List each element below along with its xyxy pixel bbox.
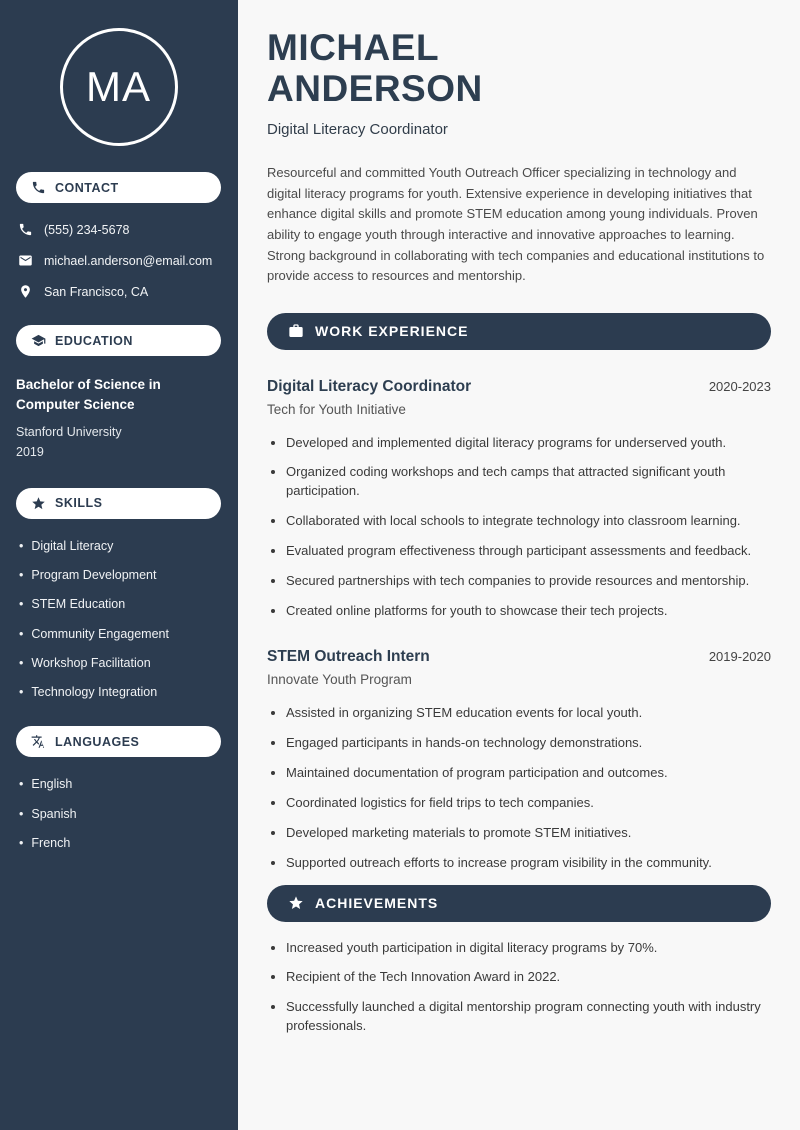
work-experience-section-header xyxy=(267,313,771,350)
language-label: • French xyxy=(31,835,71,850)
list-item xyxy=(19,684,221,700)
list-item xyxy=(19,626,221,642)
skills-list xyxy=(16,538,221,701)
work-experience-section-title: WORK EXPERIENCE xyxy=(315,323,469,340)
job-bullet: • Engaged participants in hands-on technology demonstrations. xyxy=(286,734,771,753)
job-bullet: • Coordinated logistics for field trips to tech companies. xyxy=(286,794,771,813)
education-year: 2019 xyxy=(16,444,44,459)
contact-section-title: CONTACT xyxy=(55,180,119,195)
skill-label: • Digital Literacy xyxy=(31,538,114,553)
main-content xyxy=(238,0,800,1130)
job-header xyxy=(267,378,771,396)
job-bullet: • Organized coding workshops and tech camps that attracted significant youth participation. xyxy=(286,463,771,501)
briefcase-icon xyxy=(288,323,304,339)
education-section-title: EDUCATION xyxy=(55,333,133,348)
achievement-bullet: • Successfully launched a digital mentorship program connecting youth with industry professionals. xyxy=(286,998,771,1036)
contact-location-text: San Francisco, CA xyxy=(44,284,149,299)
job-bullet: • Created online platforms for youth to showcase their tech projects. xyxy=(286,602,771,621)
achievement-bullet: • Recipient of the Tech Innovation Award in 2022. xyxy=(286,968,771,987)
list-item xyxy=(19,567,221,583)
achievements-section-title: ACHIEVEMENTS xyxy=(315,895,439,912)
job-bullet: • Supported outreach efforts to increase program visibility in the community. xyxy=(286,854,771,873)
list-item xyxy=(19,538,221,554)
skill-label: • Community Engagement xyxy=(31,626,169,641)
job-bullet-list xyxy=(267,704,771,872)
languages-list xyxy=(16,776,221,851)
list-item xyxy=(19,596,221,612)
job-company: Tech for Youth Initiative xyxy=(267,401,406,417)
language-label: • Spanish xyxy=(31,806,77,821)
languages-section-header xyxy=(16,726,221,757)
achievements-bullet-list xyxy=(267,939,771,1036)
avatar-wrap xyxy=(16,28,221,146)
job-bullet: • Maintained documentation of program participation and outcomes. xyxy=(286,764,771,783)
contact-email xyxy=(16,253,221,268)
skill-label: • STEM Education xyxy=(31,597,126,612)
job-dates: 2019-2020 xyxy=(708,649,771,665)
contact-phone-text: (555) 234-5678 xyxy=(44,222,130,237)
sidebar xyxy=(0,0,238,1130)
job-dates: 2020-2023 xyxy=(708,378,771,394)
list-item xyxy=(19,835,221,851)
contact-location xyxy=(16,284,221,299)
contact-phone xyxy=(16,222,221,237)
education-school: Stanford University xyxy=(16,425,122,440)
job-bullet: • Evaluated program effectiveness through participant assessments and feedback. xyxy=(286,542,771,561)
page-title xyxy=(267,28,771,109)
star-icon xyxy=(288,895,304,911)
job-bullet: • Assisted in organizing STEM education events for local youth. xyxy=(286,704,771,723)
job-bullet-list xyxy=(267,434,771,621)
skills-section-header xyxy=(16,488,221,519)
achievements-section-header xyxy=(267,885,771,922)
education-section-header xyxy=(16,325,221,356)
avatar xyxy=(60,28,178,146)
list-item xyxy=(19,655,221,671)
phone-icon xyxy=(18,222,33,237)
job-role: Digital Literacy Coordinator xyxy=(267,377,472,395)
skill-label: • Technology Integration xyxy=(31,685,158,700)
contact-section-header xyxy=(16,172,221,203)
job-bullet: • Secured partnerships with tech companies to provide resources and mentorship. xyxy=(286,572,771,591)
list-item xyxy=(19,776,221,792)
achievement-bullet: • Increased youth participation in digital literacy programs by 70%. xyxy=(286,939,771,958)
language-label: • English xyxy=(31,777,73,792)
languages-section-title: LANGUAGES xyxy=(55,734,140,749)
job-role: STEM Outreach Intern xyxy=(267,648,430,666)
job-bullet: • Collaborated with local schools to integrate technology into classroom learning. xyxy=(286,512,771,531)
location-pin-icon xyxy=(18,284,33,299)
translate-icon xyxy=(31,734,46,749)
graduation-cap-icon xyxy=(31,333,46,348)
job-bullet: • Developed and implemented digital literacy programs for underserved youth. xyxy=(286,434,771,453)
skill-label: • Workshop Facilitation xyxy=(31,655,151,670)
star-icon xyxy=(31,496,46,511)
phone-icon xyxy=(31,180,46,195)
name-line-1: MICHAEL xyxy=(267,27,440,68)
contact-email-text: michael.anderson@email.com xyxy=(44,253,213,268)
skill-label: • Program Development xyxy=(31,568,157,583)
job-header xyxy=(267,648,771,666)
summary-paragraph: Resourceful and committed Youth Outreach Officer specializing in technology and digital literacy programs for youth. Extensive experience in developing initiatives that enhance digital skills and promote STEM education among young individuals. Proven ability to engage youth through interactive and innovative approaches to learning. Strong background in collaborating with tech companies and educational institutions to provide access to resources and mentorship. xyxy=(267,165,765,284)
skills-section-title: SKILLS xyxy=(55,496,103,511)
mail-icon xyxy=(18,253,33,268)
job-company: Innovate Youth Program xyxy=(267,672,412,688)
list-item xyxy=(19,806,221,822)
headline-job-title: Digital Literacy Coordinator xyxy=(267,121,448,139)
avatar-initials: MA xyxy=(86,63,151,110)
job-bullet: • Developed marketing materials to promote STEM initiatives. xyxy=(286,824,771,843)
name-line-2: ANDERSON xyxy=(267,67,483,109)
education-degree: Bachelor of Science in Computer Science xyxy=(16,377,161,412)
